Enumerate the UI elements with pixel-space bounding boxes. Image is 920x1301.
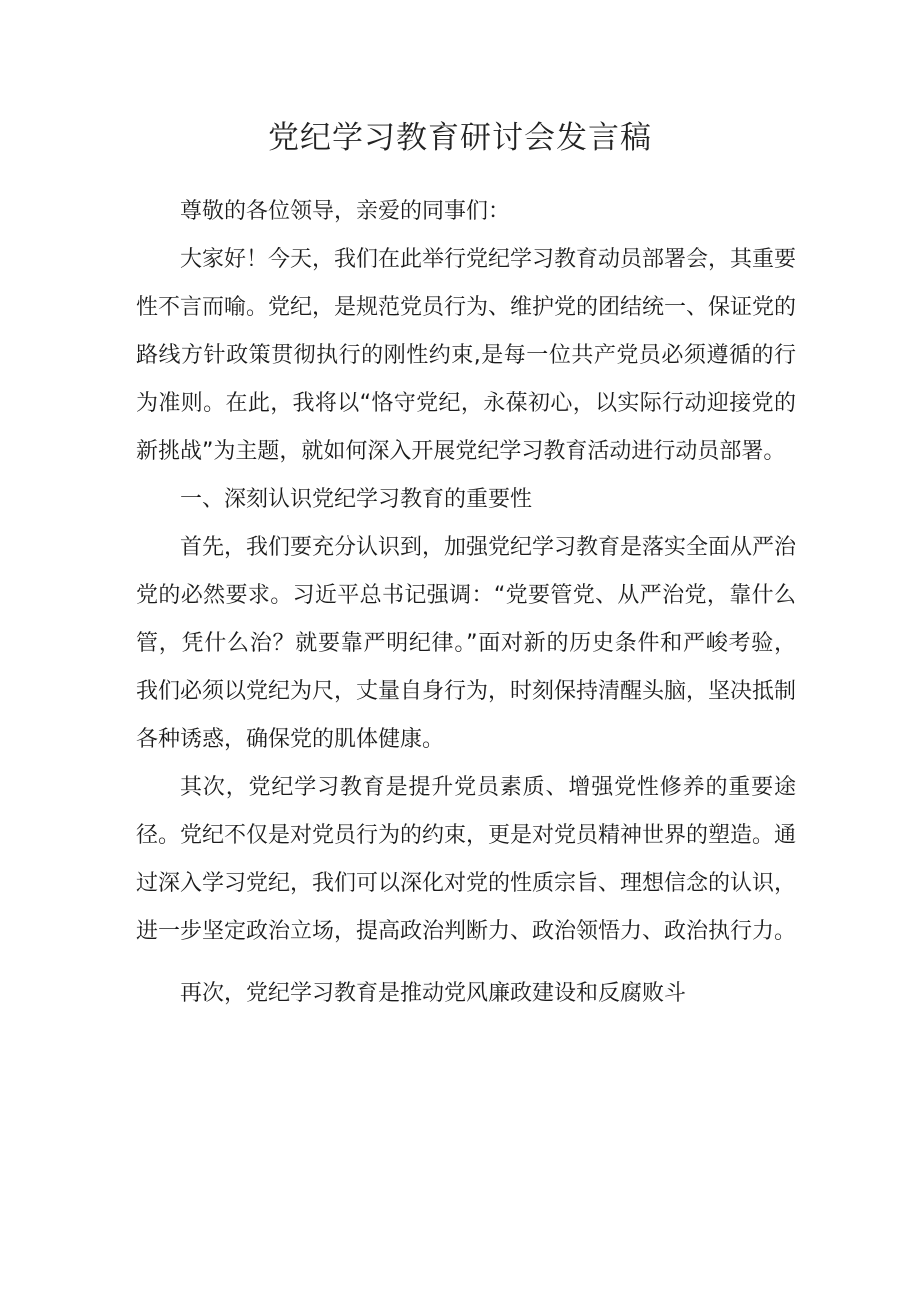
document-title: 党纪学习教育研讨会发言稿 xyxy=(268,120,652,156)
document-body xyxy=(136,188,796,1018)
salutation-paragraph: 尊敬的各位领导，亲爱的同事们： xyxy=(180,199,511,224)
body-paragraph-first: 首先，我们要充分认识到，加强党纪学习教育是落实全面从严治党的必然要求。习近平总书记强调：“党要管党、从严治党，靠什么管，凭什么治？就要靠严明纪律。”面对新的历史条件和严峻考验，我们必须以党纪为尺，丈量自身行为，时刻保持清醒头脑，坚决抵制各种诱惑，确保党的肌体健康。 xyxy=(136,535,797,752)
body-paragraph-second: 其次，党纪学习教育是提升党员素质、增强党性修养的重要途径。党纪不仅是对党员行为的约束，更是对党员精神世界的塑造。通过深入学习党纪，我们可以深化对党的性质宗旨、理想信念的认识，进一步坚定政治立场，提高政治判断力、政治领悟力、政治执行力。 xyxy=(136,775,797,944)
body-paragraph-third: 再次，党纪学习教育是推动党风廉政建设和反腐败斗 xyxy=(180,981,687,1006)
opening-paragraph: 大家好！今天，我们在此举行党纪学习教育动员部署会，其重要性不言而喻。党纪，是规范党员行为、维护党的团结统一、保证党的路线方针政策贯彻执行的刚性约束,是每一位共产党员必须遵循的行为准则。在此，我将以“恪守党纪，永葆初心，以实际行动迎接党的新挑战”为主题，就如何深入开展党纪学习教育活动进行动员部署。 xyxy=(136,247,797,464)
section-heading: 一、深刻认识党纪学习教育的重要性 xyxy=(180,487,533,512)
